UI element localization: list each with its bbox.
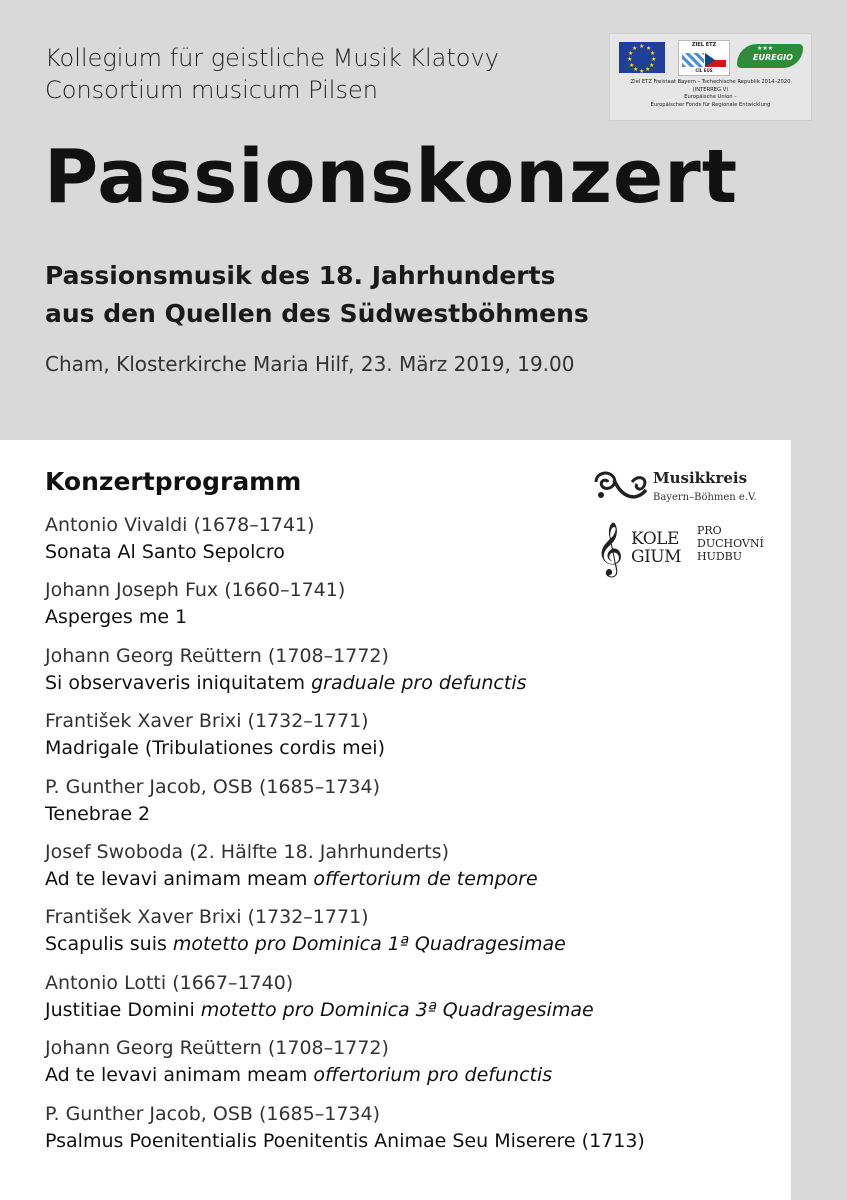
kolegium-small-1: PRO (697, 524, 722, 537)
composer: Johann Georg Reüttern (1708–1772) (45, 644, 389, 667)
work (45, 865, 785, 893)
work-title: Ad te levavi animam meam (45, 1064, 308, 1087)
work-title: Psalmus Poenitentialis Poenitentis Animae Seu Miserere (1713) (45, 1129, 645, 1152)
organizer-line: Kollegium für geistliche Musik Klatovy (45, 44, 499, 72)
program-heading: Konzertprogramm (45, 467, 302, 496)
program-item (45, 708, 785, 773)
program-item (45, 774, 785, 839)
program-item (45, 577, 785, 642)
funding-text (610, 79, 811, 109)
program-item (45, 904, 785, 969)
work-title: Madrigale (Tribulationes cordis mei) (45, 737, 385, 760)
kolegium-line-1: KOLE (631, 529, 679, 549)
work-note: graduale pro defunctis (311, 671, 527, 694)
composer: Josef Swoboda (2. Hälfte 18. Jahrhunderts) (45, 840, 449, 863)
ziel-top-label: ZIEL ETZ (691, 42, 717, 48)
program-item (45, 643, 785, 708)
musikkreis-logo (592, 468, 782, 508)
musikkreis-sub: Bayern–Böhmen e.V. (653, 492, 757, 503)
eu-funding-logo (609, 33, 812, 121)
work-title: Scapulis suis (45, 933, 167, 956)
organizers (45, 42, 499, 106)
treble-swirl-icon (592, 468, 650, 506)
work (45, 1127, 785, 1155)
work-title: Justitiae Domini (45, 998, 195, 1021)
composer: Johann Georg Reüttern (1708–1772) (45, 1037, 389, 1060)
work-note: offertorium pro defunctis (313, 1064, 553, 1087)
work (45, 538, 785, 566)
work-title: Ad te levavi animam meam (45, 867, 308, 890)
euregio-label: EUREGIO (753, 53, 793, 62)
composer: František Xaver Brixi (1732–1771) (45, 710, 369, 733)
kolegium-small-3: HUDBU (697, 550, 743, 563)
funding-line: (INTERREG V) (692, 86, 729, 93)
work-note: motetto pro Dominica 1ª Quadragesimae (172, 933, 566, 956)
work (45, 734, 785, 762)
program-item (45, 839, 785, 904)
work-note: offertorium de tempore (313, 867, 538, 890)
work (45, 930, 785, 958)
stars-icon: ★★★ (757, 45, 774, 52)
work (45, 1061, 785, 1089)
work-title: Tenebrae 2 (45, 802, 151, 825)
work (45, 996, 785, 1024)
work (45, 669, 785, 697)
composer: František Xaver Brixi (1732–1771) (45, 906, 369, 929)
program-item (45, 970, 785, 1035)
kolegium-line-2: GIUM (631, 547, 682, 567)
funding-line: Europäische Union – (684, 94, 737, 100)
composer: Antonio Vivaldi (1678–1741) (45, 514, 315, 536)
composer: Johann Joseph Fux (1660–1741) (45, 579, 346, 602)
venue-date: Cham, Klosterkirche Maria Hilf, 23. März 2019, 19.00 (45, 352, 575, 376)
subtitle (45, 257, 589, 333)
work-title: Si observaveris iniquitatem (45, 671, 306, 694)
program-panel (0, 440, 791, 1200)
program-item (45, 1035, 785, 1100)
subtitle-line: Passionsmusik des 18. Jahrhunderts (45, 261, 556, 290)
euregio-logo (737, 44, 803, 68)
composer: P. Gunther Jacob, OSB (1685–1734) (45, 775, 380, 798)
eu-flag-icon: ★ ★ ★ ★ ★ ★ ★ ★ ★ ★ ★ ★ (619, 42, 665, 73)
czech-flag-icon (705, 53, 726, 67)
program-item (45, 1101, 785, 1166)
ziel-bottom-label: CÍL EÚS (695, 68, 713, 73)
musikkreis-name: Musikkreis (653, 469, 748, 487)
composer: P. Gunther Jacob, OSB (1685–1734) (45, 1102, 380, 1125)
subtitle-line: aus den Quellen des Südwestböhmens (45, 299, 589, 328)
work (45, 800, 785, 828)
work-note: motetto pro Dominica 3ª Quadragesimae (200, 998, 594, 1021)
program-item (45, 512, 785, 577)
program-list (45, 512, 785, 1166)
organizer-line: Consortium musicum Pilsen (45, 76, 378, 104)
bavaria-flag-icon (682, 53, 704, 67)
funding-line: Ziel ETZ Freistaat Bayern – Tschechische Republik 2014–2020 (630, 79, 791, 85)
kolegium-small-2: DUCHOVNÍ (697, 537, 764, 550)
work-title: Sonata Al Santo Sepolcro (45, 541, 285, 563)
funding-line: Europäischer Fonds für Regionale Entwicklung (650, 101, 771, 108)
work (45, 603, 785, 631)
ziel-etz-logo (678, 40, 730, 76)
page-title: Passionskonzert (44, 134, 739, 220)
treble-clef-icon: 𝄞 (596, 521, 624, 575)
composer: Antonio Lotti (1667–1740) (45, 971, 294, 994)
work-title: Asperges me 1 (45, 606, 188, 629)
